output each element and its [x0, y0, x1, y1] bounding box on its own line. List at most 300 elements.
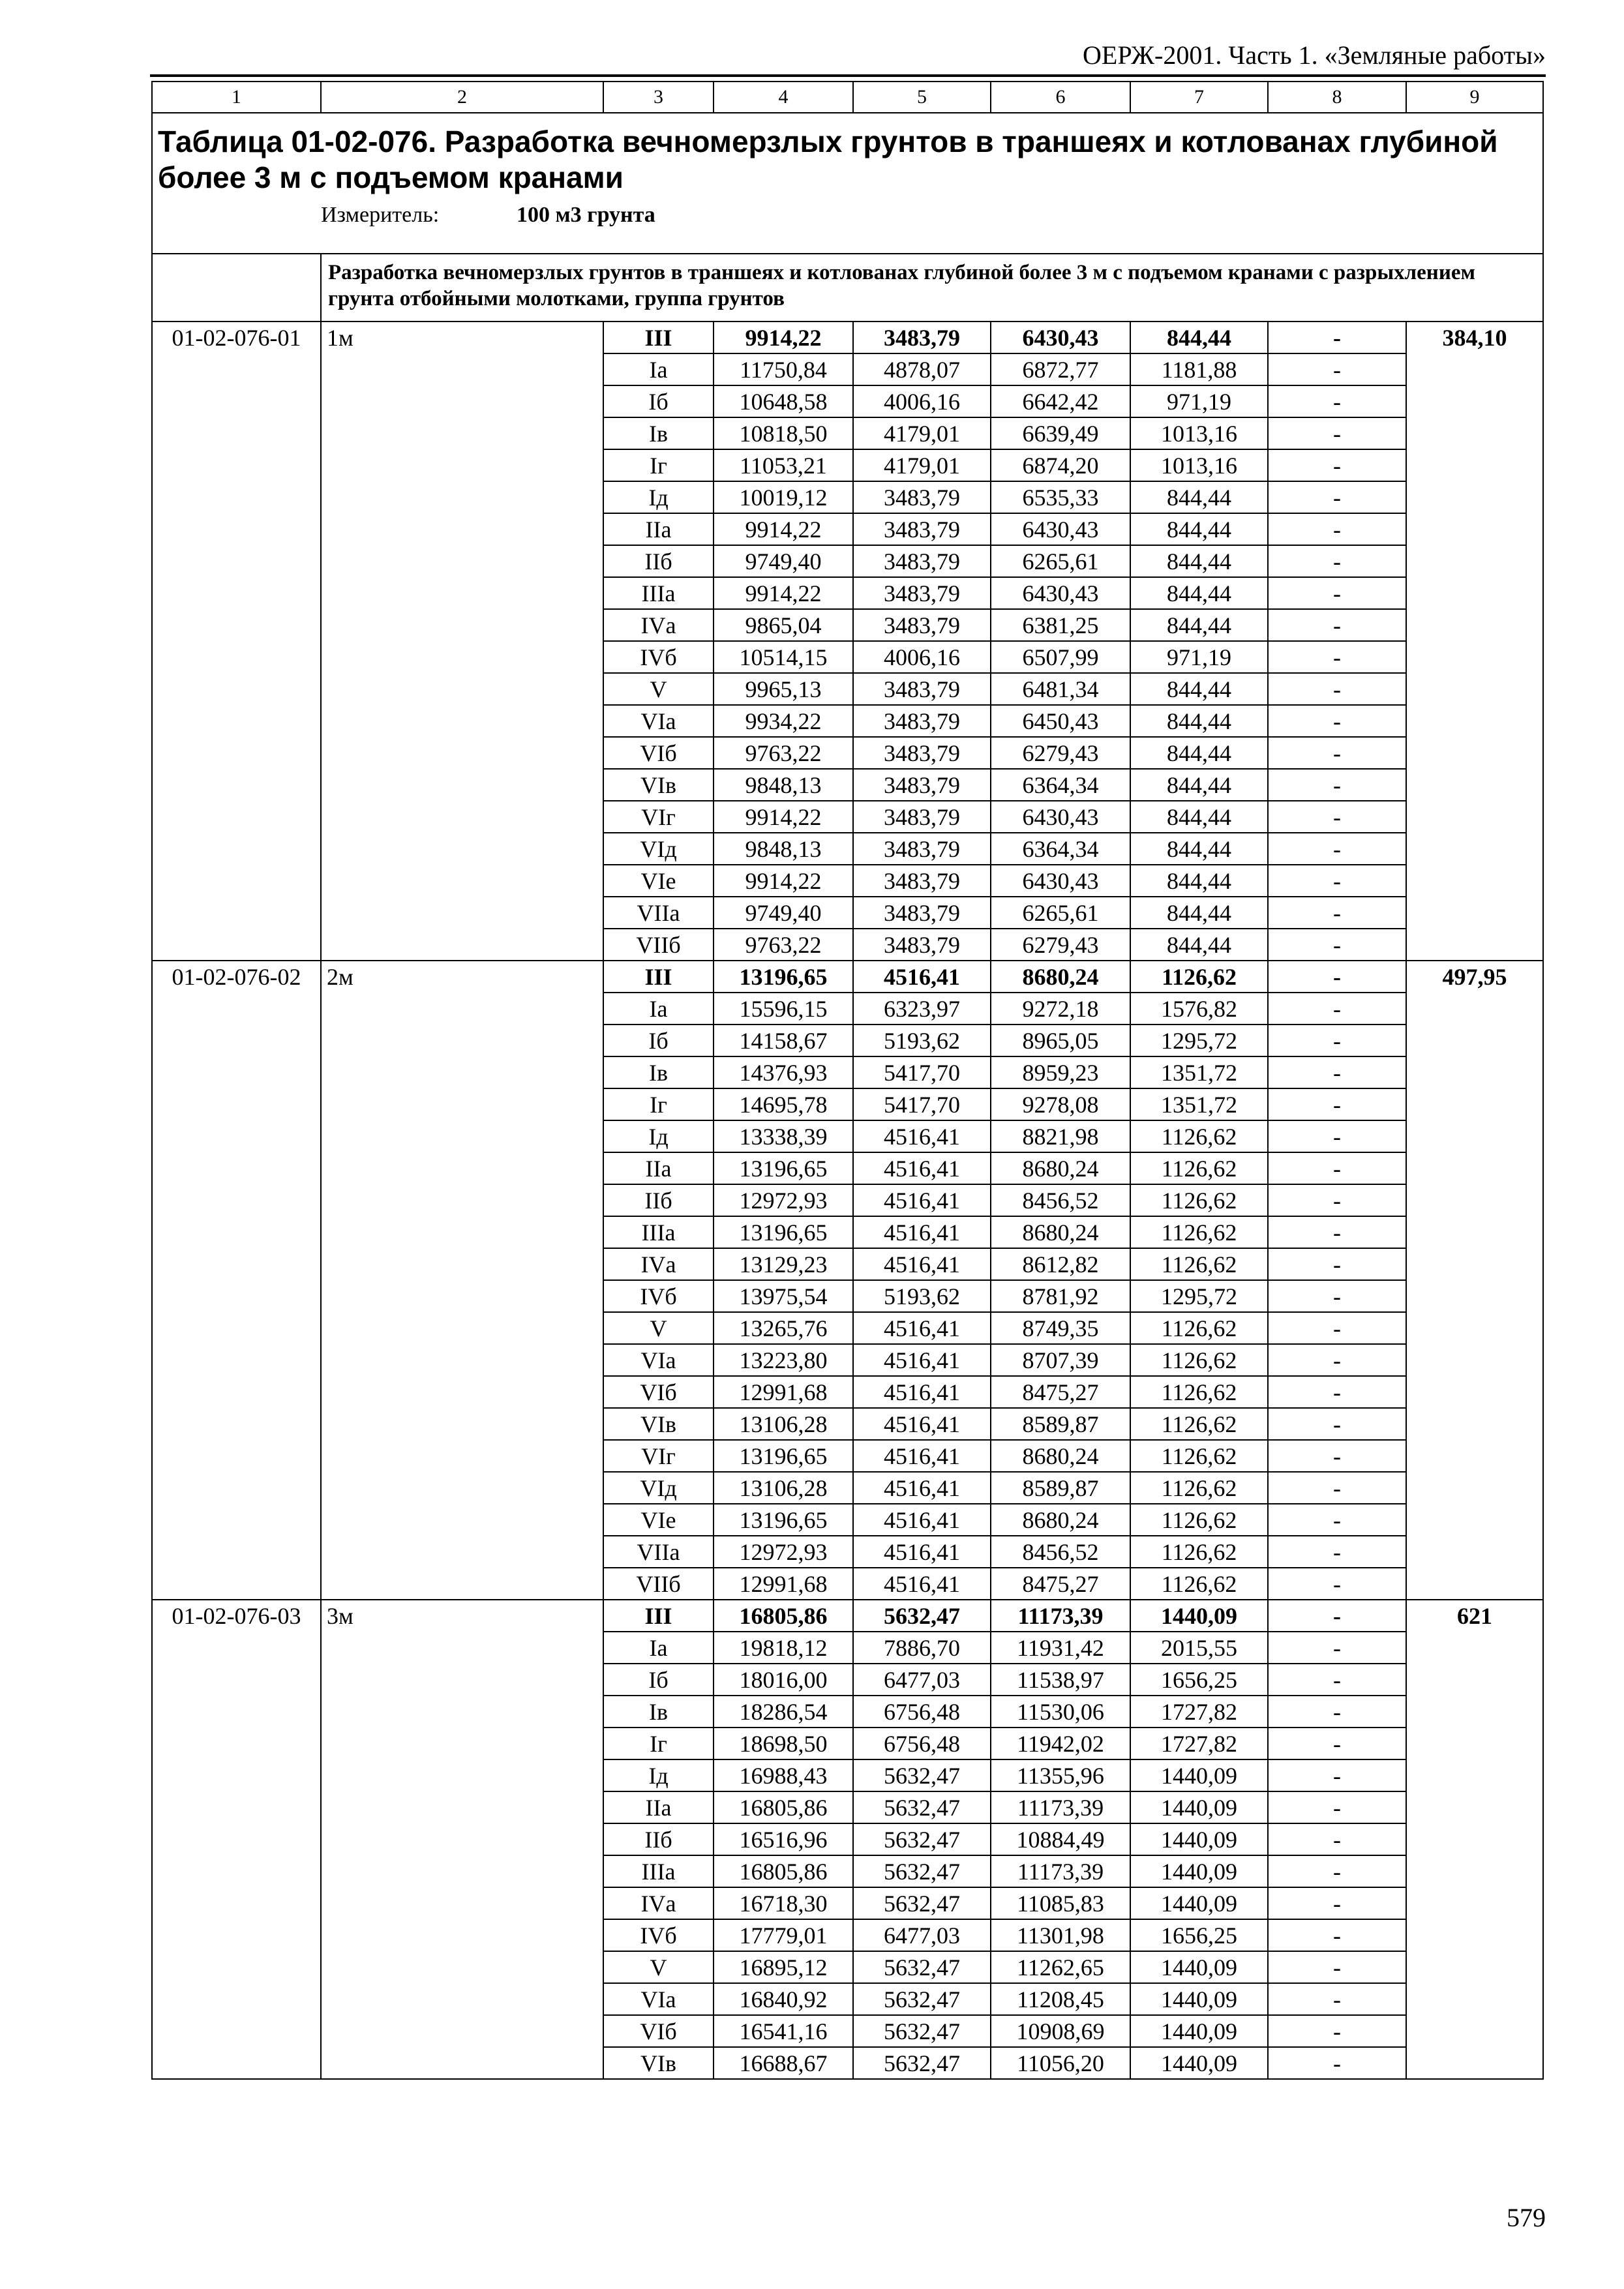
soil-group: Iв: [603, 1696, 714, 1728]
rate-value: 8456,52: [991, 1536, 1130, 1568]
rate-value: 6874,20: [991, 449, 1130, 481]
rate-value: 11085,83: [991, 1887, 1130, 1919]
soil-group: VIд: [603, 833, 714, 865]
rate-value: 844,44: [1130, 929, 1268, 961]
rate-value: 1440,09: [1130, 1791, 1268, 1823]
rate-value: 17779,01: [714, 1919, 853, 1951]
rate-value: 16988,43: [714, 1759, 853, 1791]
soil-group: VIIб: [603, 1568, 714, 1600]
column-number: 8: [1268, 82, 1406, 113]
soil-group: IIIа: [603, 1855, 714, 1887]
soil-group: VIв: [603, 2047, 714, 2079]
rate-value: -: [1268, 2015, 1406, 2047]
rate-value: 8589,87: [991, 1472, 1130, 1504]
rate-value: 1295,72: [1130, 1280, 1268, 1312]
rate-value: 11208,45: [991, 1983, 1130, 2015]
meter-line: [321, 202, 1537, 228]
rate-value: 844,44: [1130, 322, 1268, 353]
rate-value: 1126,62: [1130, 1376, 1268, 1408]
rate-value: 6430,43: [991, 801, 1130, 833]
soil-group: VIв: [603, 769, 714, 801]
rate-value: 4516,41: [853, 1312, 991, 1344]
soil-group: Iа: [603, 353, 714, 385]
rate-value: -: [1268, 1120, 1406, 1152]
rate-value: 6639,49: [991, 417, 1130, 449]
rate-value: 1126,62: [1130, 1312, 1268, 1344]
rate-value: -: [1268, 673, 1406, 705]
meter-label: Измеритель:: [321, 203, 440, 227]
soil-group: VIа: [603, 1983, 714, 2015]
rate-value: -: [1268, 865, 1406, 897]
rate-value: 6430,43: [991, 577, 1130, 609]
soil-group: VIб: [603, 2015, 714, 2047]
subtitle-row: [152, 254, 1543, 322]
rate-value: 1126,62: [1130, 961, 1268, 993]
soil-group: IIа: [603, 513, 714, 545]
rate-value: 6279,43: [991, 929, 1130, 961]
rate-value: 11262,65: [991, 1951, 1130, 1983]
rate-value: -: [1268, 609, 1406, 641]
soil-group: Iб: [603, 1664, 714, 1696]
rate-value: 9914,22: [714, 322, 853, 353]
rate-code: 01-02-076-03: [152, 1600, 321, 2079]
rate-value: 9914,22: [714, 513, 853, 545]
rate-value: 10648,58: [714, 385, 853, 417]
rate-value: -: [1268, 1791, 1406, 1823]
rate-value: 13338,39: [714, 1120, 853, 1152]
rate-value: -: [1268, 769, 1406, 801]
rate-value: 844,44: [1130, 545, 1268, 577]
rate-value: 8959,23: [991, 1056, 1130, 1088]
rate-value: 1126,62: [1130, 1120, 1268, 1152]
rate-name: 1м: [321, 322, 603, 961]
rate-value: 4516,41: [853, 1344, 991, 1376]
rate-value: 11538,97: [991, 1664, 1130, 1696]
rate-value: 4516,41: [853, 1216, 991, 1248]
rate-value: 6323,97: [853, 993, 991, 1025]
rate-value: 14376,93: [714, 1056, 853, 1088]
rate-value: -: [1268, 833, 1406, 865]
rate-value: 5632,47: [853, 1983, 991, 2015]
rate-value: -: [1268, 449, 1406, 481]
rate-value: 16805,86: [714, 1791, 853, 1823]
rate-value: -: [1268, 1088, 1406, 1120]
rate-value: -: [1268, 1887, 1406, 1919]
rate-value: 9749,40: [714, 545, 853, 577]
rate-value: -: [1268, 322, 1406, 353]
rate-value: 1440,09: [1130, 1823, 1268, 1855]
soil-group: III: [603, 1600, 714, 1632]
rate-value: 16688,67: [714, 2047, 853, 2079]
rate-value: -: [1268, 417, 1406, 449]
rate-value: 8821,98: [991, 1120, 1130, 1152]
soil-group: IIа: [603, 1791, 714, 1823]
rate-value: 1181,88: [1130, 353, 1268, 385]
soil-group: Iг: [603, 1728, 714, 1759]
column-number: 1: [152, 82, 321, 113]
rate-value: 8781,92: [991, 1280, 1130, 1312]
rate-value: 10514,15: [714, 641, 853, 673]
rate-value: 5193,62: [853, 1025, 991, 1056]
rate-value: 8749,35: [991, 1312, 1130, 1344]
soil-group: VIг: [603, 1440, 714, 1472]
soil-group: IVб: [603, 1919, 714, 1951]
rate-value: -: [1268, 961, 1406, 993]
page-number: 579: [1507, 2203, 1546, 2232]
soil-group: VIб: [603, 737, 714, 769]
rate-value: 1440,09: [1130, 1983, 1268, 2015]
rate-value: 4878,07: [853, 353, 991, 385]
rate-value: 5632,47: [853, 1791, 991, 1823]
rate-value: 13196,65: [714, 961, 853, 993]
rate-value: 844,44: [1130, 833, 1268, 865]
rate-value: 4516,41: [853, 1536, 991, 1568]
rate-value: 9934,22: [714, 705, 853, 737]
soil-group: IVа: [603, 609, 714, 641]
rate-value: 6507,99: [991, 641, 1130, 673]
rate-value: 844,44: [1130, 801, 1268, 833]
table-body: [152, 82, 1543, 2079]
rate-value: 8707,39: [991, 1344, 1130, 1376]
rate-value: 1440,09: [1130, 2015, 1268, 2047]
rate-value: -: [1268, 1184, 1406, 1216]
rate-value: -: [1268, 1280, 1406, 1312]
rate-value: -: [1268, 513, 1406, 545]
rate-value: 4516,41: [853, 1440, 991, 1472]
soil-group: Iв: [603, 417, 714, 449]
rate-value: -: [1268, 1600, 1406, 1632]
rate-value: 5417,70: [853, 1088, 991, 1120]
soil-group: IIIа: [603, 1216, 714, 1248]
rate-value: 9848,13: [714, 769, 853, 801]
table-row: [152, 1600, 1543, 1632]
rate-value: 8475,27: [991, 1376, 1130, 1408]
rate-value: 11056,20: [991, 2047, 1130, 2079]
rate-value: 3483,79: [853, 322, 991, 353]
rate-value: -: [1268, 1855, 1406, 1887]
soil-group: VIг: [603, 801, 714, 833]
rate-value: 844,44: [1130, 609, 1268, 641]
rate-value: 10019,12: [714, 481, 853, 513]
rate-value: 3483,79: [853, 737, 991, 769]
rate-value: 1656,25: [1130, 1664, 1268, 1696]
rate-value: 844,44: [1130, 897, 1268, 929]
rate-value: 9848,13: [714, 833, 853, 865]
column-number-row: [152, 82, 1543, 113]
rate-value: 844,44: [1130, 737, 1268, 769]
soil-group: Iд: [603, 1120, 714, 1152]
rate-value: 5632,47: [853, 1759, 991, 1791]
rate-value: 3483,79: [853, 705, 991, 737]
rate-value: 13196,65: [714, 1216, 853, 1248]
rate-value: 4516,41: [853, 1376, 991, 1408]
rate-value: 1351,72: [1130, 1056, 1268, 1088]
rate-value: 8965,05: [991, 1025, 1130, 1056]
column-number: 2: [321, 82, 603, 113]
table-subtitle: Разработка вечномерзлых грунтов в траншеях и котлованах глубиной более 3 м с подъемом кранами с разрыхлением грунта отбойными молотками, группа грунтов: [321, 254, 1543, 322]
rate-value: 844,44: [1130, 673, 1268, 705]
rate-value: 1656,25: [1130, 1919, 1268, 1951]
rate-value: 3483,79: [853, 609, 991, 641]
rate-value: 9914,22: [714, 801, 853, 833]
rate-value: -: [1268, 1504, 1406, 1536]
rate-value: 8589,87: [991, 1408, 1130, 1440]
rate-value: 1126,62: [1130, 1248, 1268, 1280]
subtitle-spacer: [152, 254, 321, 322]
rate-value: -: [1268, 385, 1406, 417]
rate-value: 1126,62: [1130, 1568, 1268, 1600]
labor-total: 497,95: [1406, 961, 1543, 1600]
rate-value: -: [1268, 1632, 1406, 1664]
rate-value: 13265,76: [714, 1312, 853, 1344]
rate-value: -: [1268, 1376, 1406, 1408]
rate-value: 4516,41: [853, 1184, 991, 1216]
rate-value: 3483,79: [853, 801, 991, 833]
rate-value: 1013,16: [1130, 417, 1268, 449]
rate-value: 6381,25: [991, 609, 1130, 641]
rate-value: 4516,41: [853, 1472, 991, 1504]
soil-group: VIIб: [603, 929, 714, 961]
rate-value: 11173,39: [991, 1855, 1130, 1887]
labor-total: 621: [1406, 1600, 1543, 2079]
rate-value: -: [1268, 1216, 1406, 1248]
rate-value: 1440,09: [1130, 1759, 1268, 1791]
rate-value: 13106,28: [714, 1408, 853, 1440]
column-number: 7: [1130, 82, 1268, 113]
rate-value: 844,44: [1130, 577, 1268, 609]
rate-value: 1126,62: [1130, 1408, 1268, 1440]
rate-code: 01-02-076-01: [152, 322, 321, 961]
rate-value: 971,19: [1130, 385, 1268, 417]
rate-value: 16895,12: [714, 1951, 853, 1983]
rate-value: 5632,47: [853, 1887, 991, 1919]
rate-value: 14158,67: [714, 1025, 853, 1056]
rate-value: 5632,47: [853, 1823, 991, 1855]
rate-value: 4179,01: [853, 417, 991, 449]
table-row: [152, 322, 1543, 353]
rate-value: 1576,82: [1130, 993, 1268, 1025]
rate-value: 4516,41: [853, 1248, 991, 1280]
rate-value: 16541,16: [714, 2015, 853, 2047]
rate-value: 5417,70: [853, 1056, 991, 1088]
rate-value: 13129,23: [714, 1248, 853, 1280]
rate-value: 4516,41: [853, 961, 991, 993]
rate-value: -: [1268, 1823, 1406, 1855]
rate-value: 12991,68: [714, 1568, 853, 1600]
rate-value: 9278,08: [991, 1088, 1130, 1120]
rate-value: -: [1268, 481, 1406, 513]
rate-value: -: [1268, 1472, 1406, 1504]
rate-value: 16805,86: [714, 1600, 853, 1632]
rate-value: -: [1268, 2047, 1406, 2079]
rate-value: 11301,98: [991, 1919, 1130, 1951]
title-row: [152, 113, 1543, 254]
soil-group: IVб: [603, 641, 714, 673]
rate-value: 19818,12: [714, 1632, 853, 1664]
rate-value: 8680,24: [991, 1152, 1130, 1184]
rate-value: 1126,62: [1130, 1152, 1268, 1184]
rate-value: 3483,79: [853, 929, 991, 961]
rate-value: 844,44: [1130, 481, 1268, 513]
rate-value: -: [1268, 1919, 1406, 1951]
rate-value: -: [1268, 1025, 1406, 1056]
soil-group: VIб: [603, 1376, 714, 1408]
rate-value: 1727,82: [1130, 1728, 1268, 1759]
rate-value: 6430,43: [991, 322, 1130, 353]
soil-group: VIе: [603, 1504, 714, 1536]
rate-value: 8680,24: [991, 1216, 1130, 1248]
rate-value: -: [1268, 1152, 1406, 1184]
rate-value: 13196,65: [714, 1152, 853, 1184]
rate-value: 6364,34: [991, 769, 1130, 801]
rate-value: 6450,43: [991, 705, 1130, 737]
table-row: [152, 961, 1543, 993]
rate-value: 6430,43: [991, 513, 1130, 545]
rate-value: -: [1268, 1440, 1406, 1472]
soil-group: VIе: [603, 865, 714, 897]
rate-value: 13975,54: [714, 1280, 853, 1312]
rate-value: 1440,09: [1130, 1600, 1268, 1632]
rate-value: 3483,79: [853, 513, 991, 545]
rate-value: 15596,15: [714, 993, 853, 1025]
rate-value: 1013,16: [1130, 449, 1268, 481]
rate-value: 1126,62: [1130, 1184, 1268, 1216]
rate-value: -: [1268, 1408, 1406, 1440]
rate-value: 13196,65: [714, 1440, 853, 1472]
title-cell: [152, 113, 1543, 254]
rate-value: 18698,50: [714, 1728, 853, 1759]
table-title: Таблица 01-02-076. Разработка вечномерзлых грунтов в траншеях и котлованах глубиной более 3 м с подъемом кранами: [158, 125, 1498, 194]
soil-group: IIб: [603, 545, 714, 577]
rate-value: 16840,92: [714, 1983, 853, 2015]
soil-group: IIб: [603, 1823, 714, 1855]
rate-value: -: [1268, 353, 1406, 385]
soil-group: Iг: [603, 449, 714, 481]
rate-value: 6477,03: [853, 1919, 991, 1951]
rate-value: 12972,93: [714, 1184, 853, 1216]
rate-value: 13196,65: [714, 1504, 853, 1536]
rate-value: 1295,72: [1130, 1025, 1268, 1056]
soil-group: Iд: [603, 1759, 714, 1791]
rate-value: -: [1268, 577, 1406, 609]
rate-value: 11053,21: [714, 449, 853, 481]
rate-value: 6872,77: [991, 353, 1130, 385]
rate-value: -: [1268, 897, 1406, 929]
labor-total: 384,10: [1406, 322, 1543, 961]
rate-value: 844,44: [1130, 865, 1268, 897]
rate-value: 18016,00: [714, 1664, 853, 1696]
meter-value: 100 м3 грунта: [517, 203, 655, 227]
rate-value: -: [1268, 1568, 1406, 1600]
header-rule: [150, 74, 1546, 77]
rate-value: 6265,61: [991, 545, 1130, 577]
column-number: 9: [1406, 82, 1543, 113]
column-number: 6: [991, 82, 1130, 113]
rate-value: -: [1268, 929, 1406, 961]
rate-value: 5193,62: [853, 1280, 991, 1312]
rate-value: 8456,52: [991, 1184, 1130, 1216]
rate-name: 3м: [321, 1600, 603, 2079]
rate-value: 5632,47: [853, 1951, 991, 1983]
rate-value: 1440,09: [1130, 1855, 1268, 1887]
rate-value: 4006,16: [853, 641, 991, 673]
rate-value: 13106,28: [714, 1472, 853, 1504]
rate-value: 9763,22: [714, 737, 853, 769]
rate-value: 1440,09: [1130, 1887, 1268, 1919]
rate-value: 1440,09: [1130, 1951, 1268, 1983]
rate-value: 10908,69: [991, 2015, 1130, 2047]
rate-value: 844,44: [1130, 513, 1268, 545]
soil-group: VIа: [603, 705, 714, 737]
rate-value: 1126,62: [1130, 1344, 1268, 1376]
rate-value: 11355,96: [991, 1759, 1130, 1791]
rate-value: -: [1268, 1312, 1406, 1344]
running-header: ОЕРЖ-2001. Часть 1. «Земляные работы»: [1083, 40, 1546, 70]
rate-value: 4516,41: [853, 1152, 991, 1184]
rate-value: -: [1268, 1056, 1406, 1088]
rate-value: 3483,79: [853, 865, 991, 897]
rate-value: 1440,09: [1130, 2047, 1268, 2079]
rate-value: 3483,79: [853, 673, 991, 705]
rate-value: -: [1268, 1344, 1406, 1376]
rate-value: 14695,78: [714, 1088, 853, 1120]
rate-value: 13223,80: [714, 1344, 853, 1376]
rate-value: -: [1268, 1983, 1406, 2015]
rate-value: 6756,48: [853, 1696, 991, 1728]
rate-value: 844,44: [1130, 705, 1268, 737]
rate-code: 01-02-076-02: [152, 961, 321, 1600]
rate-value: 16516,96: [714, 1823, 853, 1855]
rate-value: 6265,61: [991, 897, 1130, 929]
rate-value: -: [1268, 801, 1406, 833]
rate-value: 1727,82: [1130, 1696, 1268, 1728]
rate-value: 8475,27: [991, 1568, 1130, 1600]
rate-value: -: [1268, 1951, 1406, 1983]
column-number: 4: [714, 82, 853, 113]
rate-value: 6430,43: [991, 865, 1130, 897]
rate-value: 3483,79: [853, 769, 991, 801]
rate-value: 12972,93: [714, 1536, 853, 1568]
soil-group: IIб: [603, 1184, 714, 1216]
rate-value: 10884,49: [991, 1823, 1130, 1855]
rate-value: 6364,34: [991, 833, 1130, 865]
rate-value: 4006,16: [853, 385, 991, 417]
column-number: 5: [853, 82, 991, 113]
soil-group: Iг: [603, 1088, 714, 1120]
rate-value: 9865,04: [714, 609, 853, 641]
soil-group: V: [603, 673, 714, 705]
rate-value: 11530,06: [991, 1696, 1130, 1728]
rate-value: -: [1268, 737, 1406, 769]
rate-value: 6756,48: [853, 1728, 991, 1759]
soil-group: VIа: [603, 1344, 714, 1376]
rate-value: 11173,39: [991, 1791, 1130, 1823]
rate-value: -: [1268, 1759, 1406, 1791]
rate-value: 5632,47: [853, 2047, 991, 2079]
rates-table: [151, 81, 1544, 2080]
rate-value: 8680,24: [991, 1504, 1130, 1536]
rate-value: 971,19: [1130, 641, 1268, 673]
rate-value: 16805,86: [714, 1855, 853, 1887]
soil-group: III: [603, 322, 714, 353]
rate-value: 4179,01: [853, 449, 991, 481]
soil-group: IVб: [603, 1280, 714, 1312]
rate-value: 5632,47: [853, 2015, 991, 2047]
rate-value: 3483,79: [853, 481, 991, 513]
soil-group: Iа: [603, 993, 714, 1025]
rate-value: -: [1268, 1536, 1406, 1568]
rate-value: 1126,62: [1130, 1504, 1268, 1536]
